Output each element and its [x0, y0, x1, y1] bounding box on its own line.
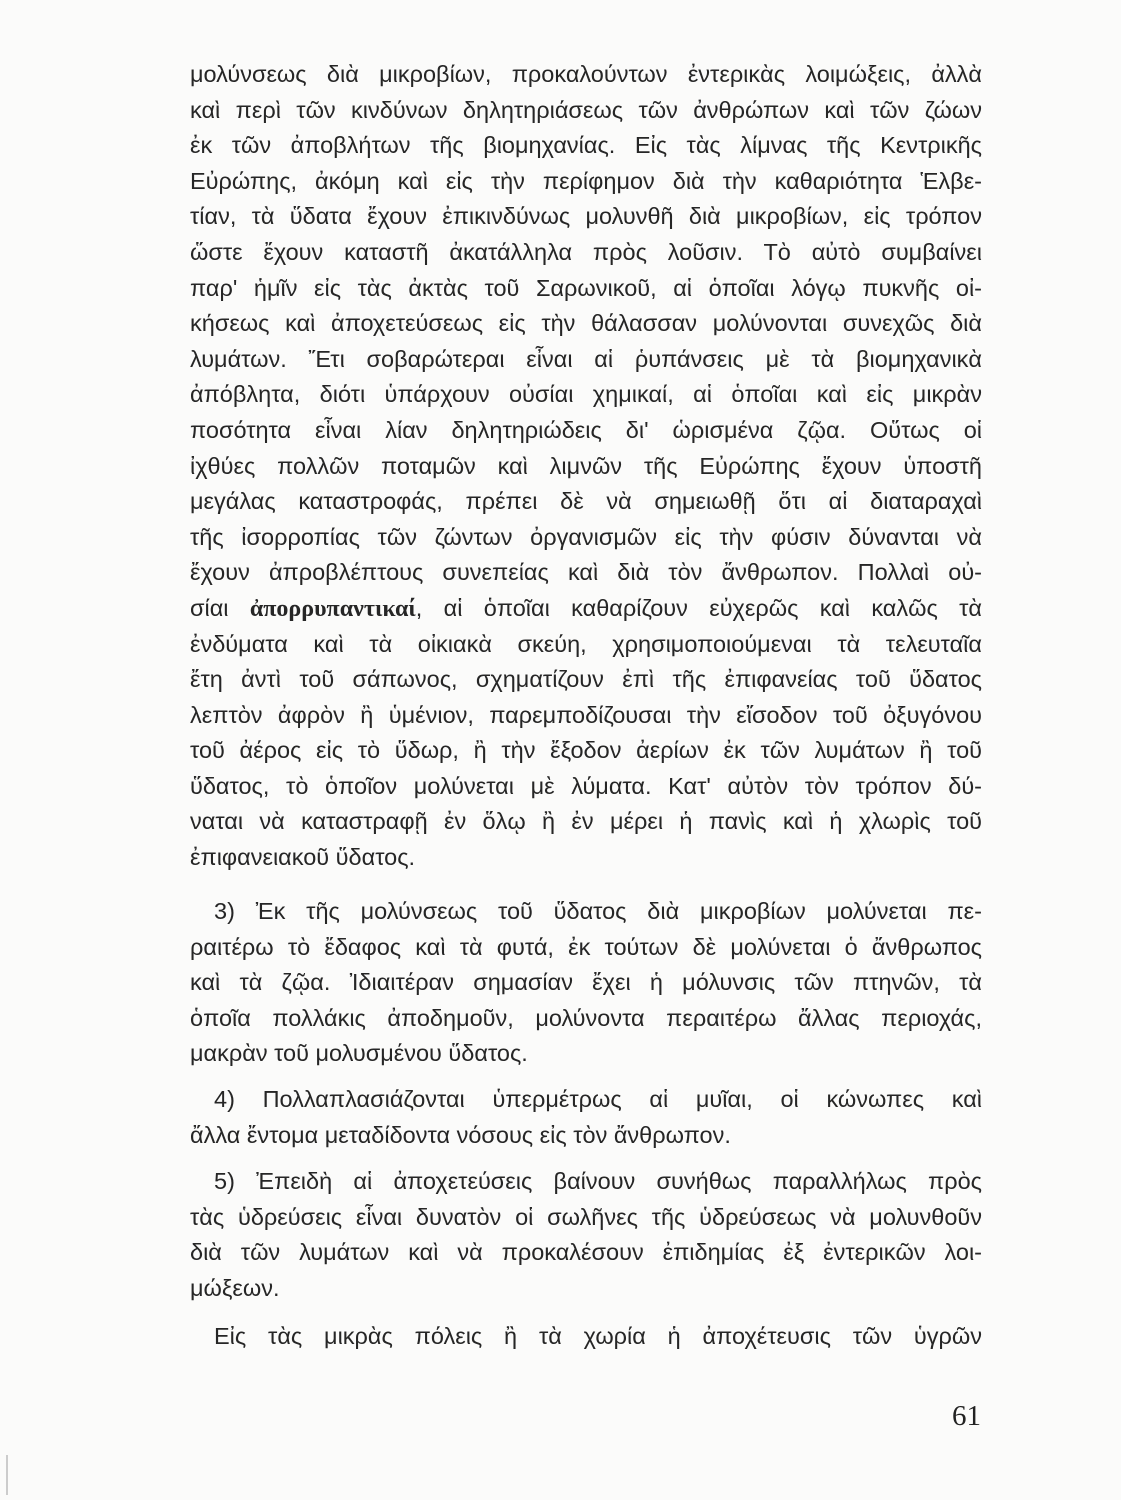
text-line	[190, 591, 982, 627]
scan-edge-mark	[6, 1455, 8, 1495]
text-line: διὰ τῶν λυμάτων καὶ νὰ προκαλέσουν ἐπιδημίας ἐξ ἐντερικῶν λοι-	[190, 1239, 982, 1266]
paragraph-item-3	[190, 894, 982, 1072]
text-line: ὥστε ἔχουν καταστῆ ἀκατάλληλα πρὸς λοῦσιν. Τὸ αὐτὸ συμβαίνει	[190, 238, 982, 265]
text-line: ναται νὰ καταστραφῇ ἐν ὅλῳ ἢ ἐν μέρει ἡ πανὶς καὶ ἡ χλωρὶς τοῦ	[190, 808, 982, 835]
text-line: ἄλλα ἔντομα μεταδίδοντα νόσους εἰς τὸν ἄνθρωπον.	[190, 1121, 731, 1148]
text-line: ποσότητα εἶναι λίαν δηλητηριώδεις δι' ὡρισμένα ζῷα. Οὕτως οἱ	[190, 416, 982, 443]
text-line: ραιτέρω τὸ ἔδαφος καὶ τὰ φυτά, ἐκ τούτων δὲ μολύνεται ὁ ἄνθρωπος	[190, 933, 982, 960]
text-line: 5) Ἐπειδὴ αἱ ἀποχετεύσεις βαίνουν συνήθως παραλλήλως πρὸς	[214, 1168, 982, 1194]
text-line: μακρὰν τοῦ μολυσμένου ὕδατος.	[190, 1040, 528, 1067]
text-line: 3) Ἐκ τῆς μολύνσεως τοῦ ὕδατος διὰ μικροβίων μολύνεται πε-	[214, 898, 982, 924]
text-line: ἀπόβλητα, διότι ὑπάρχουν οὐσίαι χημικαί, αἱ ὁποῖαι καὶ εἰς μικρὰν	[190, 381, 982, 408]
paragraph-small-towns	[190, 1319, 982, 1355]
text-segment: , αἱ ὁποῖαι καθαρίζουν εὐχερῶς καὶ καλῶς τὰ	[415, 594, 982, 621]
text-line: ἐνδύματα καὶ τὰ οἰκιακὰ σκεύη, χρησιμοποιούμεναι τὰ τελευταῖα	[190, 630, 982, 657]
paragraph-item-5	[190, 1164, 982, 1306]
bold-term: ἀπορρυπαντικαί	[249, 595, 416, 622]
text-line: 4) Πολλαπλασιάζονται ὑπερμέτρως αἱ μυῖαι, οἱ κώνωπες καὶ	[214, 1086, 982, 1112]
text-line: ἐπιφανειακοῦ ὕδατος.	[190, 844, 416, 871]
text-line: λυμάτων. Ἔτι σοβαρώτεραι εἶναι αἱ ῥυπάνσεις μὲ τὰ βιομηχανικὰ	[190, 345, 982, 372]
text-line: καὶ περὶ τῶν κινδύνων δηλητηριάσεως τῶν ἀνθρώπων καὶ τῶν ζώων	[190, 96, 982, 123]
text-line: καὶ τὰ ζῷα. Ἰδιαιτέραν σημασίαν ἔχει ἡ μόλυνσις τῶν πτηνῶν, τὰ	[190, 969, 982, 996]
text-line: ὁποῖα πολλάκις ἀποδημοῦν, μολύνοντα περαιτέρω ἄλλας περιοχάς,	[190, 1004, 982, 1031]
text-line: ἔχουν ἀπροβλέπτους συνεπείας καὶ διὰ τὸν ἄνθρωπον. Πολλαὶ οὐ-	[190, 559, 982, 586]
page-number: 61	[952, 1400, 981, 1432]
text-line: τὰς ὑδρεύσεις εἶναι δυνατὸν οἱ σωλῆνες τῆς ὑδρεύσεως νὰ μολυνθοῦν	[190, 1203, 982, 1230]
text-line: τίαν, τὰ ὕδατα ἔχουν ἐπικινδύνως μολυνθῆ διὰ μικροβίων, εἰς τρόπον	[190, 203, 982, 230]
paragraph-item-4	[190, 1082, 982, 1153]
text-line: ἔτη ἀντὶ τοῦ σάπωνος, σχηματίζουν ἐπὶ τῆς ἐπιφανείας τοῦ ὕδατος	[190, 666, 982, 693]
paragraph-continued	[190, 57, 982, 876]
text-line: Εἰς τὰς μικρὰς πόλεις ἢ τὰ χωρία ἡ ἀποχέτευσις τῶν ὑγρῶν	[214, 1323, 982, 1349]
text-line: τοῦ ἀέρος εἰς τὸ ὕδωρ, ἢ τὴν ἔξοδον ἀερίων ἐκ τῶν λυμάτων ἢ τοῦ	[190, 737, 982, 764]
text-line: ἰχθύες πολλῶν ποταμῶν καὶ λιμνῶν τῆς Εὐρώπης ἔχουν ὑποστῆ	[190, 452, 982, 479]
text-line: ὕδατος, τὸ ὁποῖον μολύνεται μὲ λύματα. Κατ' αὐτὸν τὸν τρόπον δύ-	[190, 772, 982, 799]
text-segment: σίαι	[190, 594, 250, 621]
text-line: Εὐρώπης, ἀκόμη καὶ εἰς τὴν περίφημον διὰ τὴν καθαριότητα Ἑλβε-	[190, 167, 982, 194]
text-line: ἐκ τῶν ἀποβλήτων τῆς βιομηχανίας. Εἰς τὰς λίμνας τῆς Κεντρικῆς	[190, 132, 982, 159]
text-line: λεπτὸν ἀφρὸν ἢ ὑμένιον, παρεμποδίζουσαι τὴν εἴσοδον τοῦ ὀξυγόνου	[190, 701, 982, 728]
text-line: τῆς ἰσορροπίας τῶν ζώντων ὀργανισμῶν εἰς τὴν φύσιν δύνανται νὰ	[190, 523, 982, 550]
text-line: κήσεως καὶ ἀποχετεύσεως εἰς τὴν θάλασσαν μολύνονται συνεχῶς διὰ	[190, 310, 982, 337]
text-line: μώξεων.	[190, 1274, 280, 1301]
text-line: μεγάλας καταστροφάς, πρέπει δὲ νὰ σημειωθῇ ὅτι αἱ διαταραχαὶ	[190, 488, 982, 515]
text-line: παρ' ἡμῖν εἰς τὰς ἀκτὰς τοῦ Σαρωνικοῦ, αἱ ὁποῖαι λόγῳ πυκνῆς οἰ-	[190, 274, 982, 301]
text-line: μολύνσεως διὰ μικροβίων, προκαλούντων ἐντερικὰς λοιμώξεις, ἀλλὰ	[190, 61, 982, 87]
